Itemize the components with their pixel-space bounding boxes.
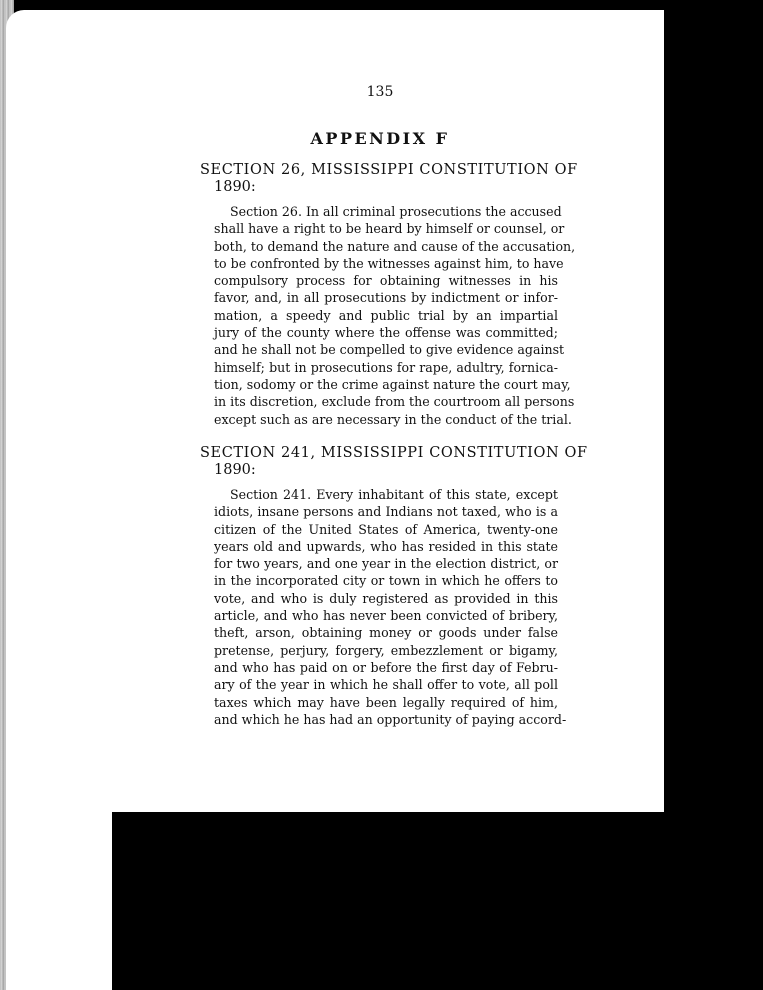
text-line: citizen of the United States of America, twenty-one bbox=[214, 521, 558, 537]
section-heading-line: SECTION 241, MISSISSIPPI CONSTITUTION OF bbox=[200, 445, 588, 461]
text-line: idiots, insane persons and Indians not taxed, who is a bbox=[214, 504, 558, 520]
text-line: theft, arson, obtaining money or goods under false bbox=[214, 625, 558, 641]
text-line: article, and who has never been convicted of bribery, bbox=[214, 608, 558, 624]
text-line: in its discretion, exclude from the courtroom all persons bbox=[214, 394, 575, 410]
text-line: compulsory process for obtaining witnesses in his bbox=[214, 273, 558, 289]
text-line: and which he has had an opportunity of paying accord- bbox=[214, 711, 567, 727]
text-line: vote, and who is duly registered as provided in this bbox=[214, 590, 558, 606]
page-number: 135 bbox=[366, 84, 394, 100]
text-line: ary of the year in which he shall offer to vote, all poll bbox=[214, 677, 558, 693]
section-heading-year: 1890: bbox=[214, 462, 256, 478]
section-heading-241 bbox=[200, 445, 588, 479]
text-line: mation, a speedy and public trial by an impartial bbox=[214, 307, 558, 323]
scan-right-edge bbox=[664, 10, 763, 990]
text-line: pretense, perjury, forgery, embezzlement or bigamy, bbox=[214, 642, 558, 658]
text-line: to be confronted by the witnesses against him, to have bbox=[214, 255, 564, 271]
text-line: tion, sodomy or the crime against nature the court may, bbox=[214, 376, 571, 392]
page-title: APPENDIX F bbox=[310, 129, 450, 148]
text-line: and who has paid on or before the first day of Febru- bbox=[214, 659, 558, 675]
section-body-26 bbox=[214, 203, 576, 428]
text-line: favor, and, in all prosecutions by indictment or infor- bbox=[214, 290, 558, 306]
text-line: Section 26. In all criminal prosecutions the accused bbox=[230, 204, 562, 219]
text-line: in the incorporated city or town in which he offers to bbox=[214, 573, 558, 589]
text-line: and he shall not be compelled to give evidence against bbox=[214, 342, 565, 358]
section-heading-26 bbox=[200, 162, 578, 196]
text-line: himself; but in prosecutions for rape, adultry, fornica- bbox=[214, 359, 558, 375]
text-line: except such as are necessary in the conduct of the trial. bbox=[214, 411, 572, 427]
page-lower-margin bbox=[6, 810, 116, 990]
text-line: taxes which may have been legally required of him, bbox=[214, 694, 558, 710]
text-line: years old and upwards, who has resided in this state bbox=[214, 538, 558, 554]
section-heading-line: SECTION 26, MISSISSIPPI CONSTITUTION OF bbox=[200, 162, 578, 178]
text-line: Section 241. Every inhabitant of this state, except bbox=[230, 487, 558, 502]
section-heading-year: 1890: bbox=[214, 179, 256, 195]
section-body-241 bbox=[214, 486, 567, 728]
text-line: both, to demand the nature and cause of the accusation, bbox=[214, 238, 576, 254]
text-line: for two years, and one year in the election district, or bbox=[214, 556, 558, 572]
text-line: shall have a right to be heard by himself or counsel, or bbox=[214, 221, 565, 237]
text-line: jury of the county where the offense was committed; bbox=[214, 325, 558, 341]
